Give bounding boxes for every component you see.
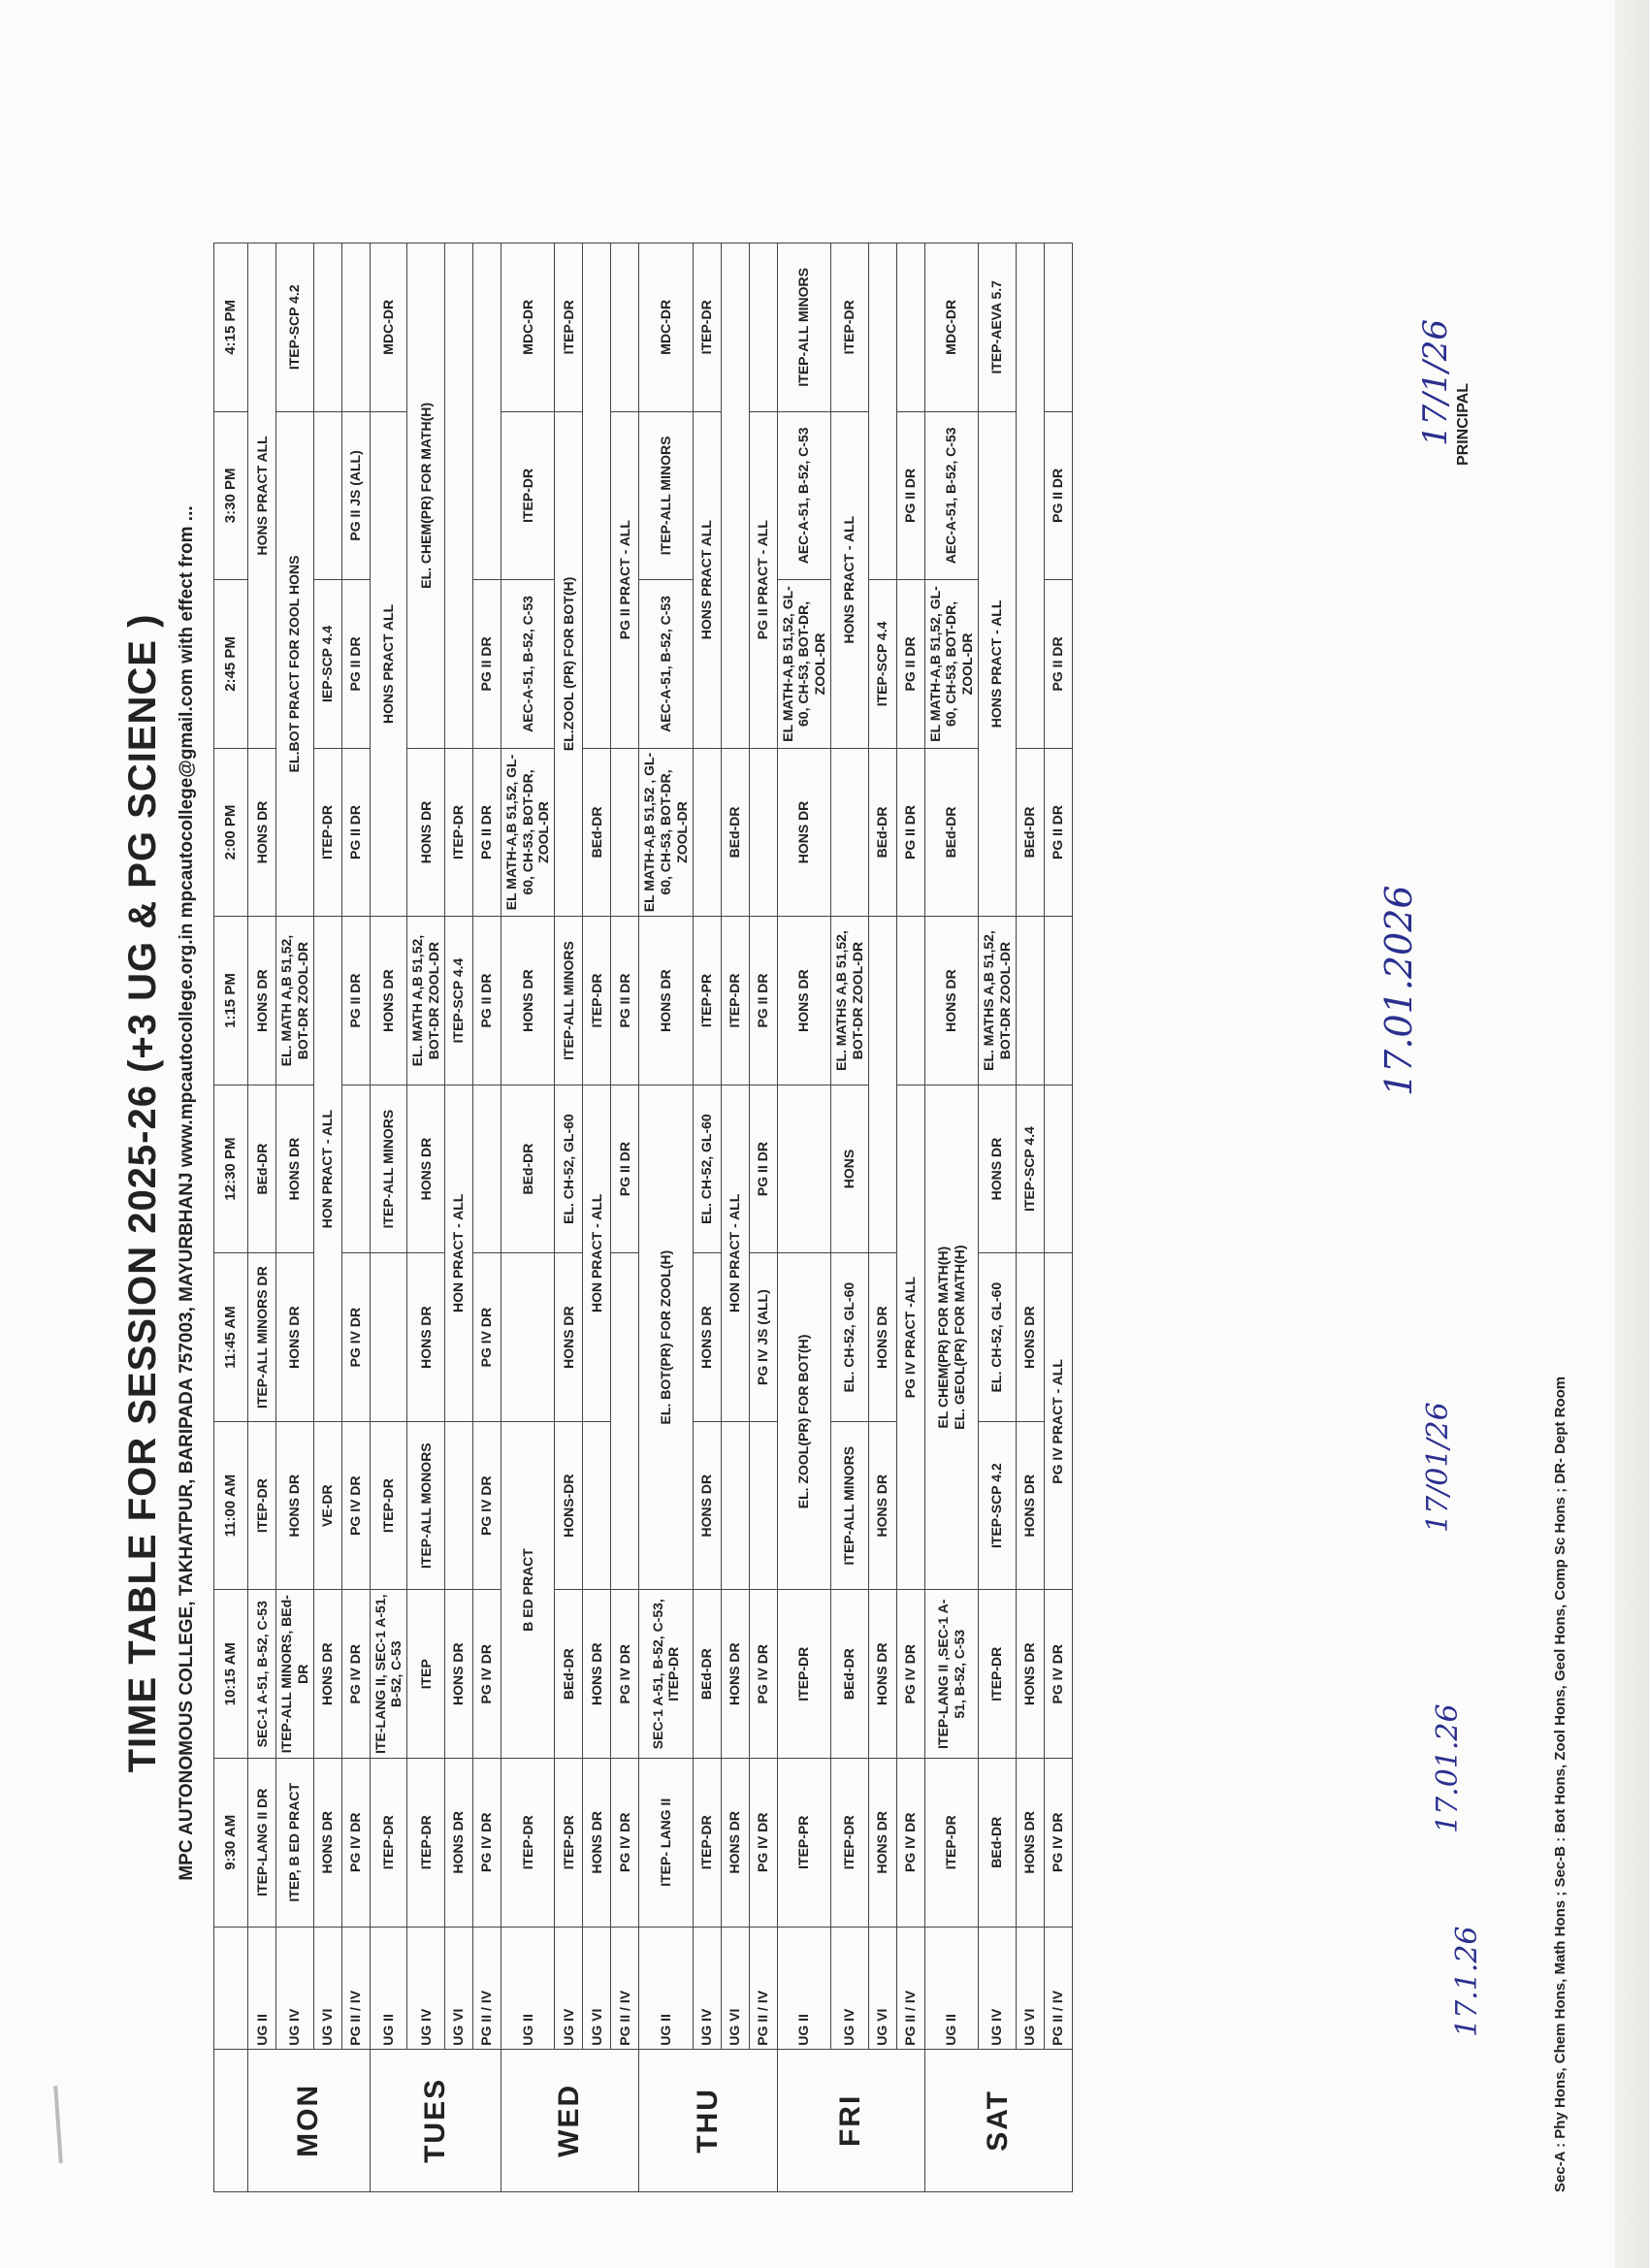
class-label: PG II / IV — [341, 1927, 370, 2049]
table-cell: ITEP-ALL MINORS — [370, 1085, 407, 1253]
table-cell: PG IV DR — [341, 1758, 370, 1927]
table-cell: EL. MATHS A,B 51,52, BOT-DR ZOOL-DR — [978, 917, 1016, 1085]
table-cell: HONS DR — [276, 1085, 314, 1253]
table-row — [693, 243, 721, 2192]
table-cell: PG II DR — [749, 917, 777, 1085]
table-cell: ITEP-ALL MINORS — [830, 1421, 868, 1590]
table-cell: AEC-A-51, B-52, C-53 — [924, 411, 978, 580]
day-wed: WED — [501, 2049, 638, 2191]
table-row — [370, 243, 407, 2192]
table-cell: HONS DR — [583, 1590, 611, 1759]
table-cell: HONS DR — [868, 1590, 896, 1759]
scan-edge — [1615, 0, 1649, 2268]
scan-mark — [53, 2086, 63, 2163]
time-header-row — [214, 243, 248, 2192]
table-cell: ITEP-ALL MINORS — [639, 411, 693, 580]
table-cell: ITEP-DR — [721, 917, 749, 1085]
table-cell: MDC-DR — [501, 243, 554, 412]
table-cell: HONS DR — [444, 1590, 472, 1759]
table-cell: PG IV DR — [472, 1590, 501, 1759]
class-label: UG IV — [276, 1927, 314, 2049]
table-cell: EL. CH-52, GL-60 — [693, 1085, 721, 1253]
class-label: UG II — [639, 1927, 693, 2049]
table-cell: HONS DR — [777, 917, 830, 1085]
table-cell: ITEP-DR — [248, 1421, 276, 1590]
table-cell: PG IV DR — [341, 1253, 370, 1422]
table-row — [444, 243, 472, 2192]
principal-label: PRINCIPAL — [1455, 382, 1471, 466]
table-cell: BEd-DR — [721, 748, 749, 917]
table-row — [611, 243, 639, 2192]
class-label: PG II / IV — [611, 1927, 639, 2049]
table-cell: HONS DR — [777, 748, 830, 917]
time-slot: 11:00 AM — [214, 1421, 248, 1590]
table-cell: ITEP-SCP 4.2 — [978, 1421, 1016, 1590]
table-cell: EL.BOT PRACT FOR ZOOL HONS — [276, 411, 314, 917]
table-cell: HONS DR — [370, 917, 407, 1085]
table-cell: PG II DR — [749, 1085, 777, 1253]
class-label: UG VI — [444, 1927, 472, 2049]
table-cell: HONS DR — [276, 1421, 314, 1590]
table-row — [749, 243, 777, 2192]
signature-date-3: 17/01/26 — [1421, 1402, 1455, 1533]
table-cell-line: EL. GEOL(PR) FOR MATH(H) — [951, 1245, 967, 1430]
table-cell: PG IV PRACT -ALL — [896, 1085, 924, 1590]
table-cell: EL. MATHS A,B 51,52, BOT-DR ZOOL-DR — [830, 917, 868, 1085]
table-cell: PG II DR — [611, 917, 639, 1085]
time-slot: 11:45 AM — [214, 1253, 248, 1422]
table-cell: PG II DR — [896, 580, 924, 749]
table-cell: EL. CH-52, GL-60 — [830, 1253, 868, 1422]
table-cell: ITEP-AEVA 5.7 — [978, 243, 1016, 412]
class-label: UG IV — [830, 1927, 868, 2049]
table-cell: PG II DR — [1044, 411, 1072, 580]
table-cell: SEC-1 A-51, B-52, C-53, ITEP-DR — [639, 1590, 693, 1759]
table-cell: HONS DR — [1016, 1758, 1044, 1927]
table-cell: PG II DR — [472, 580, 501, 749]
table-cell: HONS PRACT - ALL — [978, 411, 1016, 917]
table-cell: ITEP-ALL MINORS — [555, 917, 583, 1085]
table-cell: MDC-DR — [639, 243, 693, 412]
table-cell: PG IV DR — [1044, 1590, 1072, 1759]
table-cell: HON PRACT - ALL — [583, 1085, 611, 1421]
table-cell: PG II DR — [341, 917, 370, 1085]
table-cell: HONS DR — [693, 1421, 721, 1590]
table-row — [978, 243, 1016, 2192]
table-cell: ITEP-DR — [313, 748, 341, 917]
table-cell: PG IV DR — [749, 1590, 777, 1759]
table-cell: ITEP-DR — [407, 1758, 445, 1927]
class-label: UG IV — [407, 1927, 445, 2049]
timetable-sheet — [107, 175, 1620, 2212]
table-cell: ITEP-ALL MINORS DR — [248, 1253, 276, 1422]
table-cell: ITEP-ALL MONORS — [407, 1421, 445, 1590]
table-cell: ITEP-DR — [370, 1421, 407, 1590]
table-cell: ITEP — [407, 1590, 445, 1759]
table-cell: PG II DR — [341, 580, 370, 749]
table-cell: EL. ZOOL(PR) FOR BOT(H) — [777, 1253, 830, 1590]
table-row — [924, 243, 978, 2192]
class-label: PG II / IV — [896, 1927, 924, 2049]
table-cell: HONS PRACT - ALL — [830, 411, 868, 748]
table-cell: AEC-A-51, B-52, C-53 — [639, 580, 693, 749]
table-cell: ITEP, B ED PRACT — [276, 1758, 314, 1927]
table-cell: HONS PRACT ALL — [693, 411, 721, 748]
table-cell: BEd-DR — [924, 748, 978, 917]
table-cell: HONS DR — [555, 1253, 583, 1422]
table-cell: HONS DR — [444, 1758, 472, 1927]
table-cell: EL MATH-A,B 51,52, GL-60, CH-53, BOT-DR, ZOOL-DR — [501, 748, 554, 917]
table-cell: HONS DR — [1016, 1590, 1044, 1759]
table-cell: PG IV DR — [341, 1421, 370, 1590]
table-cell: PG II DR — [611, 1085, 639, 1253]
table-row — [248, 243, 276, 2192]
table-cell: PG II DR — [472, 748, 501, 917]
class-label: UG VI — [1016, 1927, 1044, 2049]
table-cell: MDC-DR — [924, 243, 978, 412]
table-row — [639, 243, 693, 2192]
table-row — [501, 243, 554, 2192]
day-tue: TUES — [370, 2049, 501, 2191]
table-cell: HONS DR — [693, 1253, 721, 1422]
table-cell — [924, 1085, 978, 1590]
table-cell: HONS DR — [583, 1758, 611, 1927]
table-cell: ITEP-LANG II ,SEC-1 A-51, B-52, C-53 — [924, 1590, 978, 1759]
table-cell: ITEP-ALL MINORS, BEd-DR — [276, 1590, 314, 1759]
table-cell: EL MATH-A,B 51,52 , GL-60, CH-53, BOT-DR, ZOOL-DR — [639, 748, 693, 917]
table-cell: HONS DR — [868, 1421, 896, 1590]
table-cell: ITEP-DR — [978, 1590, 1016, 1759]
timetable-grid — [213, 243, 1073, 2192]
table-cell: HON PRACT - ALL — [313, 917, 341, 1422]
class-label: PG II / IV — [749, 1927, 777, 2049]
table-cell: HONS DR — [868, 1253, 896, 1422]
table-row — [1044, 243, 1072, 2192]
table-cell: HONS DR — [276, 1253, 314, 1422]
table-cell: ITE-LANG II, SEC-1 A-51, B-52, C-53 — [370, 1590, 407, 1759]
table-cell: HONS DR — [407, 1253, 445, 1422]
table-cell: EL. BOT(PR) FOR ZOOL(H) — [639, 1085, 693, 1590]
table-row — [830, 243, 868, 2192]
table-cell: HONS DR — [868, 1758, 896, 1927]
table-cell: PG IV DR — [896, 1758, 924, 1927]
table-cell: BEd-DR — [830, 1590, 868, 1759]
table-cell: ITEP-LANG II DR — [248, 1758, 276, 1927]
class-label: UG II — [924, 1927, 978, 2049]
table-cell: AEC-A-51, B-52, C-53 — [777, 411, 830, 580]
table-row — [276, 243, 314, 2192]
table-cell: ITEP-DR — [693, 1758, 721, 1927]
class-label: UG II — [501, 1927, 554, 2049]
table-cell: PG IV DR — [896, 1590, 924, 1759]
table-cell: PG IV DR — [472, 1253, 501, 1422]
class-label: PG II / IV — [472, 1927, 501, 2049]
table-cell: PG IV DR — [1044, 1758, 1072, 1927]
table-cell: ITEP- LANG II — [639, 1758, 693, 1927]
time-slot: 4:15 PM — [214, 243, 248, 412]
table-cell: HONS PRACT ALL — [370, 411, 407, 917]
table-cell: HONS DR — [1016, 1421, 1044, 1590]
table-cell: PG IV DR — [611, 1590, 639, 1759]
table-cell: HONS PRACT ALL — [248, 243, 276, 749]
time-slot: 12:30 PM — [214, 1085, 248, 1253]
time-slot: 1:15 PM — [214, 917, 248, 1085]
signature-date-4: 17.01.2026 — [1377, 885, 1420, 1096]
table-cell: HONS DR — [248, 917, 276, 1085]
table-cell: PG II JS (ALL) — [341, 411, 370, 580]
table-cell: ITEP-SCP 4.4 — [1016, 1085, 1044, 1253]
day-sat: SAT — [924, 2049, 1072, 2191]
table-cell: PG II PRACT - ALL — [749, 411, 777, 748]
table-row — [868, 243, 896, 2192]
table-cell-line: EL CHEM(PR) FOR MATH(H) — [934, 1246, 951, 1429]
table-cell: MDC-DR — [370, 243, 407, 412]
table-cell: HONS DR — [313, 1590, 341, 1759]
table-row — [472, 243, 501, 2192]
table-cell: ITEP-SCP 4.2 — [276, 243, 314, 412]
table-row — [313, 243, 341, 2192]
table-cell: HONS-DR — [555, 1421, 583, 1590]
table-row — [555, 243, 583, 2192]
table-cell: VE-DR — [313, 1421, 341, 1590]
class-label: UG IV — [693, 1927, 721, 2049]
table-cell: ITEP-SCP 4.4 — [868, 580, 896, 749]
table-row — [583, 243, 611, 2192]
time-slot: 9:30 AM — [214, 1758, 248, 1927]
table-cell: EL.ZOOL (PR) FOR BOT(H) — [555, 411, 583, 917]
day-fri: FRI — [777, 2049, 924, 2191]
section-footnote: Sec-A : Phy Hons, Chem Hons, Math Hons ; Sec-B : Bot Hons, Zool Hons, Geol Hons, Comp Sc Hons ; DR- Dept Room — [1552, 1376, 1568, 2192]
table-cell: HONS DR — [924, 917, 978, 1085]
table-cell: ITEP-PR — [777, 1758, 830, 1927]
table-row — [1016, 243, 1044, 2192]
table-cell: HONS DR — [501, 917, 554, 1085]
table-cell: EL. CHEM(PR) FOR MATH(H) — [407, 243, 445, 749]
table-row — [721, 243, 749, 2192]
table-cell: EL MATH-A,B 51,52, GL-60, CH-53, BOT-DR, ZOOL-DR — [777, 580, 830, 749]
table-cell: PG II DR — [1044, 580, 1072, 749]
time-slot: 2:00 PM — [214, 748, 248, 917]
table-cell: PG II DR — [472, 917, 501, 1085]
table-cell: PG II DR — [896, 748, 924, 917]
table-cell: EL. CH-52, GL-60 — [555, 1085, 583, 1253]
table-cell: EL. CH-52, GL-60 — [978, 1253, 1016, 1422]
class-label: PG II / IV — [1044, 1927, 1072, 2049]
table-cell: BEd-DR — [1016, 748, 1044, 917]
page-title: TIME TABLE FOR SESSION 2025-26 (+3 UG & PG SCIENCE ) — [121, 613, 164, 1773]
table-cell: BEd-DR — [978, 1758, 1016, 1927]
table-cell: EL. MATH A,B 51,52, BOT-DR ZOOL-DR — [276, 917, 314, 1085]
table-row — [407, 243, 445, 2192]
time-slot: 2:45 PM — [214, 580, 248, 749]
table-cell: HONS DR — [1016, 1253, 1044, 1422]
table-cell: PG IV PRACT - ALL — [1044, 1253, 1072, 1590]
table-cell: HONS DR — [313, 1758, 341, 1927]
class-label: UG VI — [721, 1927, 749, 2049]
class-label: UG II — [370, 1927, 407, 2049]
table-cell: BEd-DR — [501, 1085, 554, 1253]
day-thu: THU — [639, 2049, 777, 2191]
table-cell: ITEP-DR — [370, 1758, 407, 1927]
time-slot: 3:30 PM — [214, 411, 248, 580]
class-label: UG II — [248, 1927, 276, 2049]
class-label: UG II — [777, 1927, 830, 2049]
table-cell: HONS — [830, 1085, 868, 1253]
college-address: MPC AUTONOMOUS COLLEGE, TAKHATPUR, BARIPADA 757003, MAYURBHANJ www.mpcautocollege.org.in mpcautocollege@gmail.com with effect from ... — [177, 505, 197, 1881]
table-cell: PG II PRACT - ALL — [611, 411, 639, 748]
table-cell: PG IV DR — [472, 1758, 501, 1927]
table-cell: PG II DR — [341, 748, 370, 917]
table-cell: ITEP-DR — [501, 411, 554, 580]
table-cell: ITEP-DR — [693, 243, 721, 412]
signature-date-1: 17.1.26 — [1450, 1926, 1484, 2037]
table-row — [341, 243, 370, 2192]
table-cell: HONS DR — [407, 1085, 445, 1253]
table-cell: BEd-DR — [555, 1590, 583, 1759]
table-cell: ITEP-DR — [830, 243, 868, 412]
table-cell: EL. MATH A,B 51,52, BOT-DR ZOOL-DR — [407, 917, 445, 1085]
table-row — [777, 243, 830, 2192]
table-cell: IEP-SCP 4.4 — [313, 580, 341, 749]
table-cell: PG II DR — [896, 411, 924, 580]
table-cell: BEd-DR — [693, 1590, 721, 1759]
table-cell: ITEP-DR — [830, 1758, 868, 1927]
table-cell: HONS DR — [639, 917, 693, 1085]
table-cell: ITEP-DR — [444, 748, 472, 917]
class-label: UG IV — [978, 1927, 1016, 2049]
time-slot: 10:15 AM — [214, 1590, 248, 1759]
table-cell: BEd-DR — [583, 748, 611, 917]
table-cell: ITEP-SCP 4.4 — [444, 917, 472, 1085]
class-label: UG VI — [583, 1927, 611, 2049]
table-cell: ITEP-DR — [501, 1758, 554, 1927]
table-cell: HONS DR — [721, 1590, 749, 1759]
table-cell: HON PRACT - ALL — [721, 1085, 749, 1421]
table-cell: PG IV DR — [341, 1590, 370, 1759]
table-cell: ITEP-DR — [924, 1758, 978, 1927]
table-cell: PG II DR — [1044, 748, 1072, 917]
table-cell: EL MATH-A,B 51,52, GL-60, CH-53, BOT-DR, ZOOL-DR — [924, 580, 978, 749]
table-cell: BEd-DR — [868, 748, 896, 917]
table-cell: ITEP-DR — [555, 1758, 583, 1927]
class-label: UG IV — [555, 1927, 583, 2049]
table-cell: AEC-A-51, B-52, C-53 — [501, 580, 554, 749]
table-row — [896, 243, 924, 2192]
table-cell: PG IV DR — [611, 1758, 639, 1927]
table-cell: HONS DR — [248, 748, 276, 917]
table-cell: HONS DR — [721, 1758, 749, 1927]
table-cell: HON PRACT - ALL — [444, 1085, 472, 1421]
table-cell: ITEP-DR — [583, 917, 611, 1085]
table-cell: ITEP-ALL MINORS — [777, 243, 830, 412]
table-cell: BEd-DR — [248, 1085, 276, 1253]
table-cell: ITEP-DR — [777, 1590, 830, 1759]
table-cell: PG IV DR — [749, 1758, 777, 1927]
table-cell: ITEP-PR — [693, 917, 721, 1085]
class-label: UG VI — [313, 1927, 341, 2049]
table-cell: HONS DR — [407, 748, 445, 917]
table-cell: ITEP-DR — [555, 243, 583, 412]
signature-date-5: 17/1/26 — [1416, 318, 1455, 446]
signature-date-2: 17.01.26 — [1431, 1703, 1465, 1833]
day-mon: MON — [248, 2049, 371, 2191]
table-cell: SEC-1 A-51, B-52, C-53 — [248, 1590, 276, 1759]
class-label: UG VI — [868, 1927, 896, 2049]
table-cell: PG IV DR — [472, 1421, 501, 1590]
table-cell: B ED PRACT — [501, 1421, 554, 1758]
table-cell: PG IV JS (ALL) — [749, 1253, 777, 1422]
table-cell: HONS DR — [978, 1085, 1016, 1253]
